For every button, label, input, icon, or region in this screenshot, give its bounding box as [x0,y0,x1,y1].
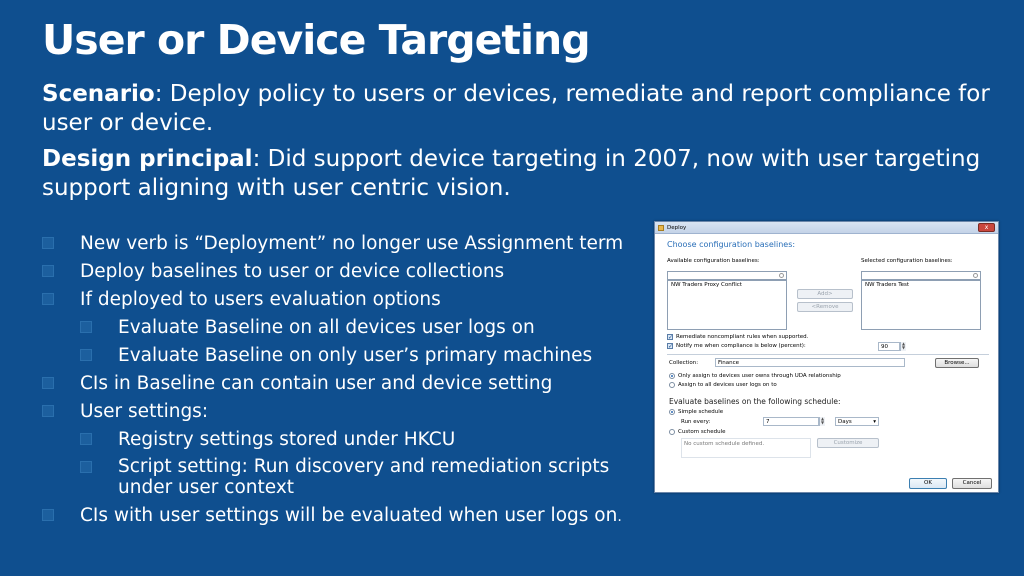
dialog-title: Deploy [667,225,687,231]
slide-title: User or Device Targeting [42,16,590,64]
uda-radio[interactable] [669,373,675,379]
bullet-item [42,502,642,531]
no-custom-schedule-text: No custom schedule defined. [684,441,765,447]
unit-value: Days [838,419,852,425]
bullet-text: Evaluate Baseline on only user’s primary machines [118,345,593,366]
all-devices-label: Assign to all devices user logs on to [678,382,777,388]
sub-bullet-item [42,314,642,342]
bullet-square-icon [42,293,54,305]
ok-button[interactable]: OK [909,478,947,489]
all-devices-radio[interactable] [669,382,675,388]
notify-percent-field[interactable]: 90 [878,342,900,351]
deploy-app-icon [658,225,664,231]
bullet-square-icon [42,377,54,389]
search-icon [779,273,784,278]
notify-label: Notify me when compliance is below (percent): [676,343,806,349]
bullet-item [42,398,642,426]
remediate-label: Remediate noncompliant rules when supported. [676,334,809,340]
bullet-text: New verb is “Deployment” no longer use Assignment term [80,233,624,254]
bullet-square-icon [80,461,92,473]
bullet-text: If deployed to users evaluation options [80,289,441,310]
custom-schedule-box [681,438,811,458]
custom-schedule-option[interactable] [669,429,725,435]
remediate-option[interactable] [667,334,808,340]
bullet-item [42,370,642,398]
bullet-item [42,258,642,286]
list-item[interactable]: NW Traders Proxy Conflict [671,282,742,288]
bullet-text: Evaluate Baseline on all devices user logs on [118,317,535,338]
run-every-unit-select[interactable] [835,417,879,426]
bullet-list [42,230,642,531]
scenario-paragraph [42,80,1002,138]
list-item[interactable]: NW Traders Test [865,282,910,288]
bullet-text-main: CIs with user settings will be evaluated when user logs on [80,505,618,526]
uda-label: Only assign to devices user owns through UDA relationship [678,373,841,379]
sub-bullet-item [42,426,642,454]
run-every-field[interactable]: 7 [763,417,819,426]
simple-schedule-label: Simple schedule [678,409,724,415]
design-text: : Did support device targeting in 2007, now with user targeting support aligning with user centric vision. [42,146,981,201]
simple-schedule-option[interactable] [669,409,723,415]
close-button[interactable]: x [978,223,995,232]
chevron-down-icon: ▾ [873,419,876,425]
custom-schedule-label: Custom schedule [678,429,726,435]
browse-button[interactable]: Browse... [935,358,979,368]
cancel-button[interactable]: Cancel [952,478,992,489]
remove-button[interactable]: <Remove [797,302,853,312]
choose-baselines-heading: Choose configuration baselines: [667,240,796,249]
run-every-label: Run every: [681,419,711,425]
bullet-text-tail: . [617,509,622,525]
bullet-text [80,502,622,531]
all-devices-option[interactable] [669,382,777,388]
schedule-heading: Evaluate baselines on the following schedule: [669,397,841,406]
selected-baselines-list[interactable] [861,280,981,330]
customize-button[interactable]: Customize [817,438,879,448]
notify-checkbox[interactable]: ✓ [668,343,674,350]
available-baselines-list[interactable] [667,280,787,330]
bullet-item [42,286,642,314]
spin-arrows-icon[interactable]: ▲ ▼ [901,341,906,350]
bullet-square-icon [80,433,92,445]
divider [667,354,989,355]
available-search-input[interactable] [667,271,787,280]
bullet-square-icon [80,349,92,361]
spin-arrows-icon[interactable]: ▲ ▼ [820,416,825,425]
collection-field[interactable]: Finance [715,358,905,367]
search-icon [973,273,978,278]
dialog-titlebar [655,222,998,234]
bullet-text: Script setting: Run discovery and remediation scripts under user context [118,456,610,498]
bullet-square-icon [42,237,54,249]
bullet-item [42,230,642,258]
intro-block [42,80,1002,210]
bullet-text: Registry settings stored under HKCU [118,429,456,450]
sub-bullet-item [42,454,642,498]
bullet-text: Deploy baselines to user or device collections [80,261,505,282]
simple-schedule-radio[interactable] [669,409,675,415]
custom-schedule-radio[interactable] [669,429,675,435]
bullet-square-icon [42,509,54,521]
uda-option[interactable] [669,373,841,379]
sub-bullet-item [42,342,642,370]
collection-label: Collection: [669,360,699,366]
bullet-square-icon [42,405,54,417]
scenario-text: : Deploy policy to users or devices, remediate and report compliance for user or device. [42,81,990,136]
run-every-stepper[interactable] [763,417,825,426]
notify-percent-stepper[interactable] [878,342,906,351]
bullet-text: User settings: [80,401,209,422]
bullet-square-icon [80,321,92,333]
design-label: Design principal [42,146,253,172]
remediate-checkbox[interactable]: ✓ [668,334,674,341]
available-label: Available configuration baselines: [667,258,760,264]
add-button[interactable]: Add> [797,289,853,299]
bullet-text: CIs in Baseline can contain user and device setting [80,373,553,394]
bullet-square-icon [42,265,54,277]
selected-label: Selected configuration baselines: [861,258,953,264]
deploy-dialog [654,221,999,493]
notify-option[interactable] [667,343,806,349]
selected-search-input[interactable] [861,271,981,280]
design-paragraph [42,145,1002,203]
scenario-label: Scenario [42,81,155,107]
